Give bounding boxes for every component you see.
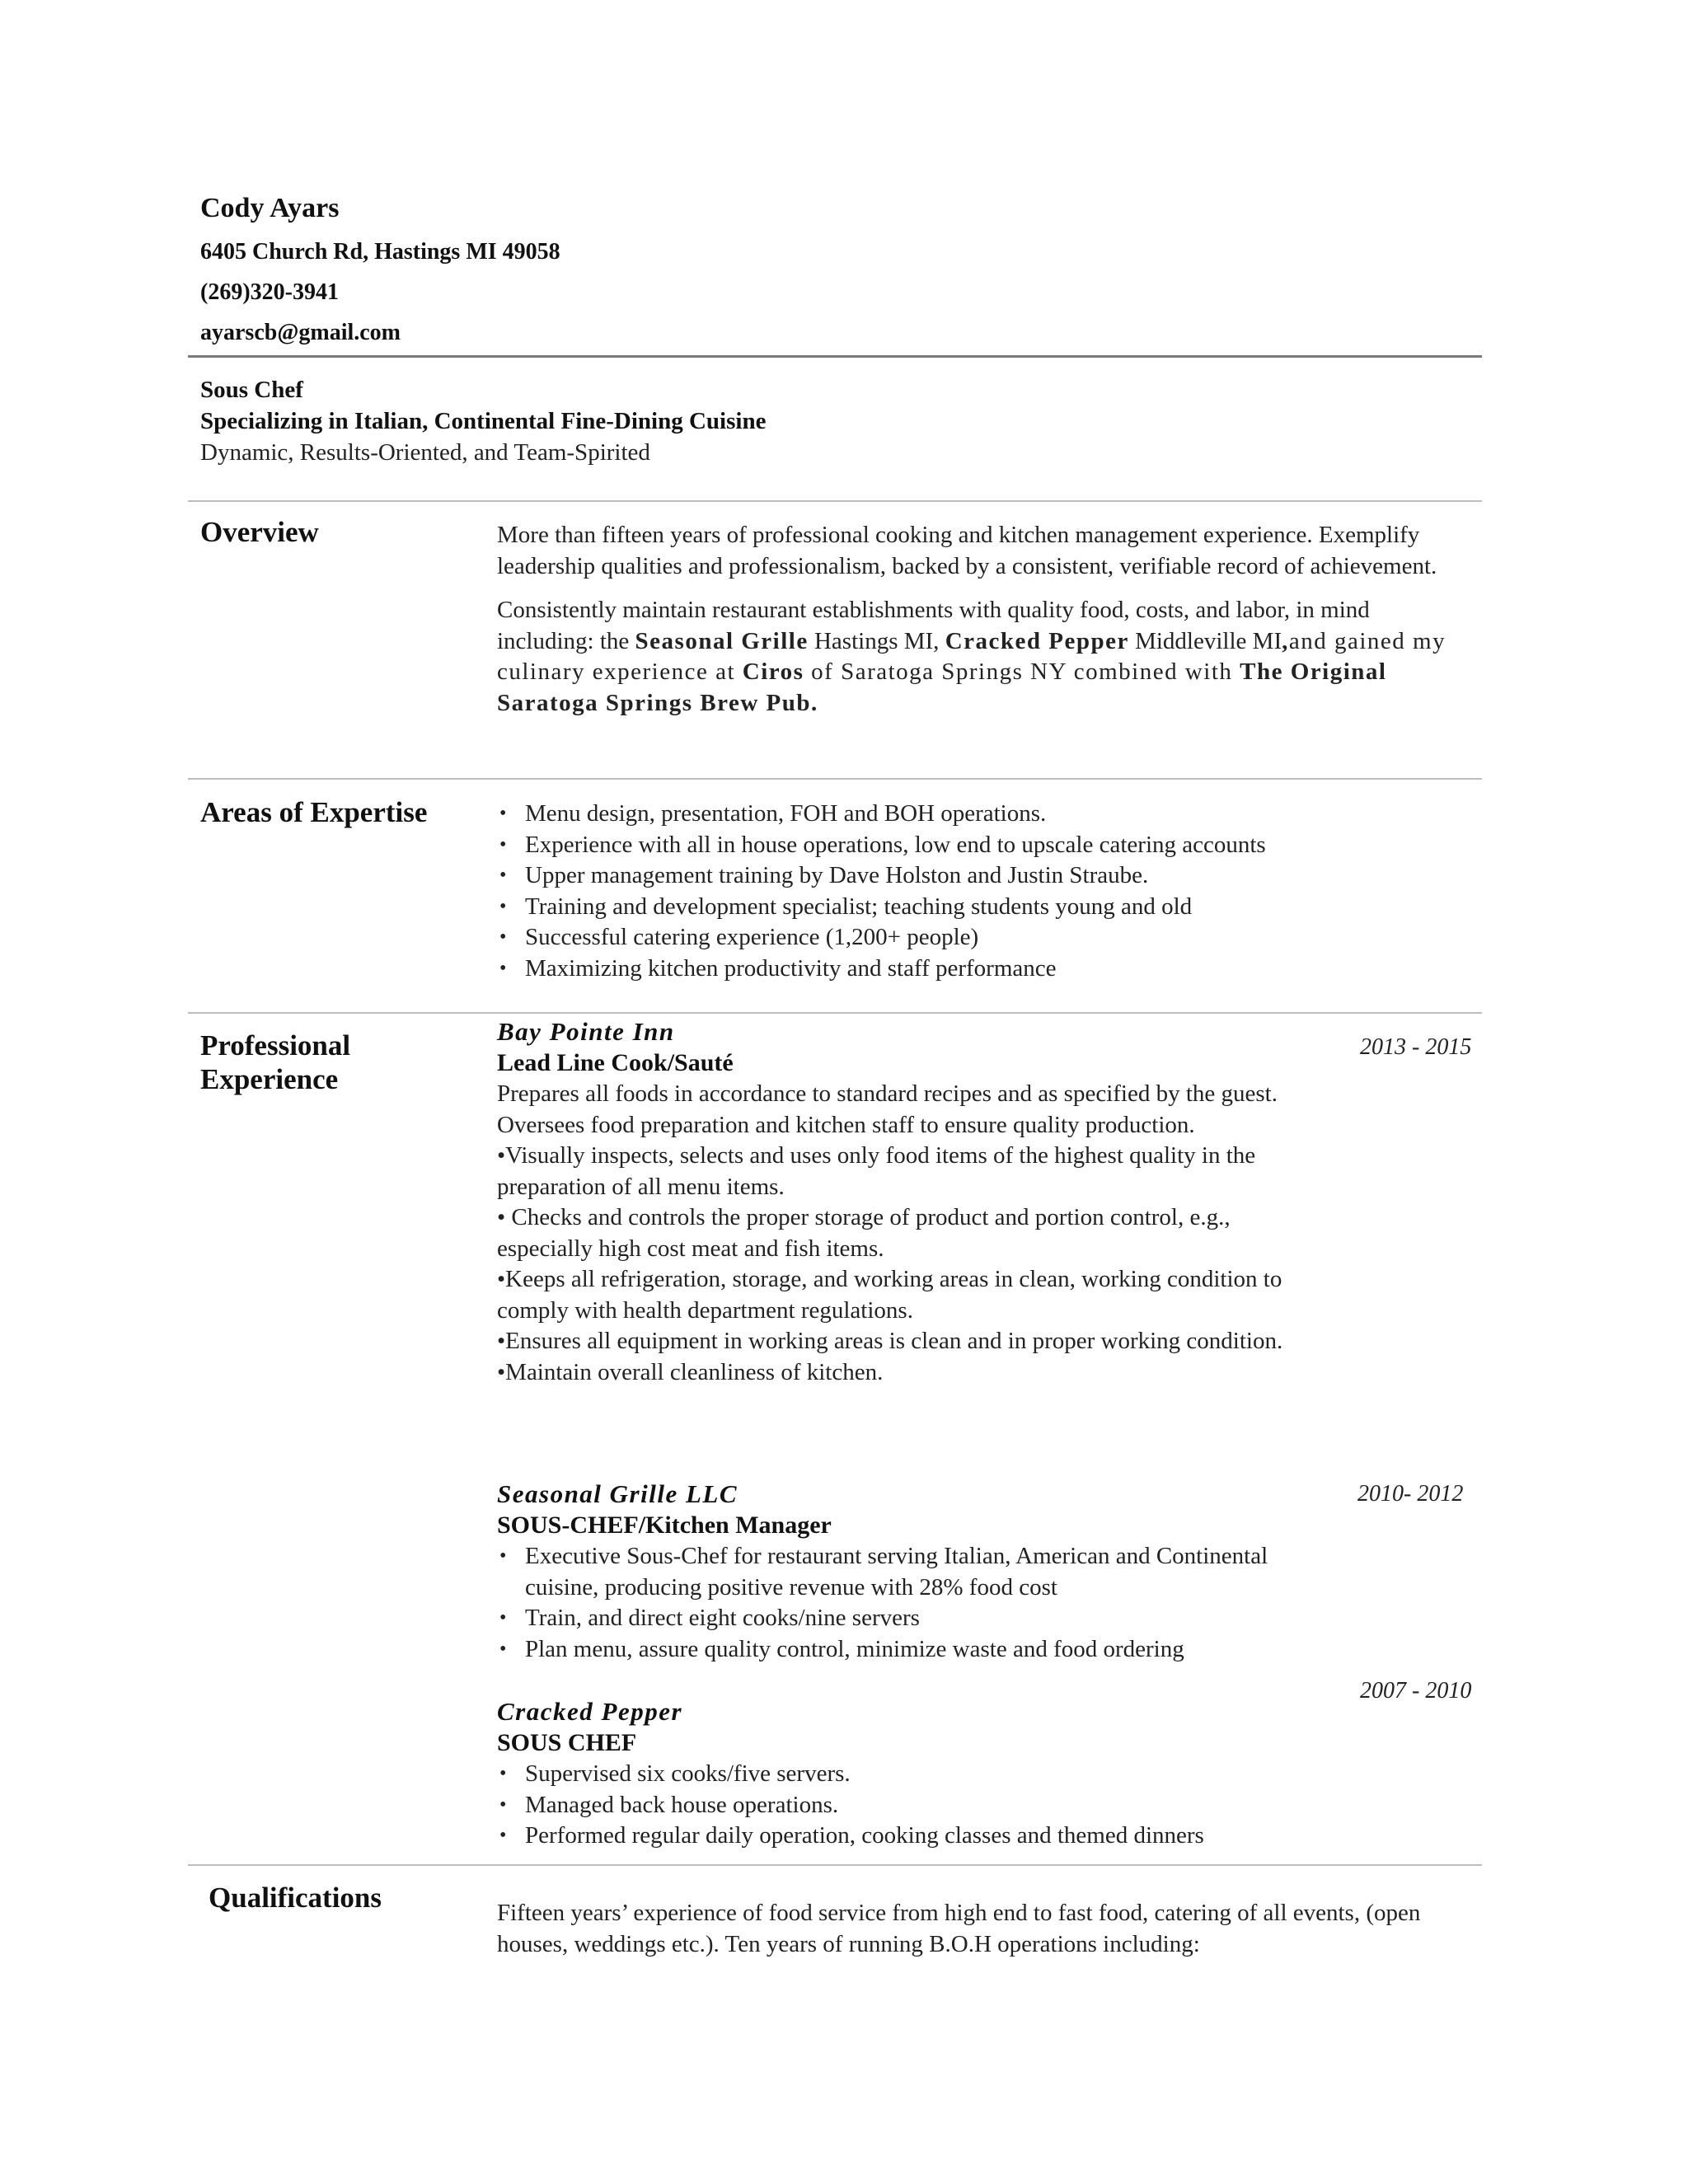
- list-item: • Successful catering experience (1,200+ people): [497, 922, 1470, 954]
- job-line: • Checks and controls the proper storage of product and portion control, e.g., especially high cost meat and fish items.: [497, 1204, 1231, 1262]
- list-item: • Experience with all in house operations, low end to upscale catering accounts: [497, 830, 1470, 861]
- overview-para-2: Consistently maintain restaurant establishments with quality food, costs, and labor, in mind including: the Seasonal Grille Hastings MI, Cracked Pepper Middleville MI,and gained my culinary experience at Ciros of Saratoga Springs NY combined with The Original Saratoga Springs Brew Pub.: [497, 597, 1447, 716]
- expertise-list: [497, 799, 1470, 984]
- brew-pub-ref: The Original Saratoga Springs Brew Pub.: [497, 658, 1387, 716]
- email: ayarscb@gmail.com: [200, 320, 401, 345]
- list-item: • Managed back house operations.: [497, 1790, 1404, 1821]
- list-item: • Plan menu, assure quality control, minimize waste and food ordering: [497, 1634, 1321, 1666]
- list-item: • Upper management training by Dave Holston and Justin Straube.: [497, 860, 1470, 892]
- candidate-name: Cody Ayars: [200, 193, 340, 223]
- job-line: •Ensures all equipment in working areas is clean and in proper working condition.: [497, 1328, 1283, 1354]
- job-bay-pointe: [497, 1016, 1313, 1388]
- qualifications-body: Fifteen years’ experience of food service from high end to fast food, catering of all events, (open houses, weddings etc.). Ten years of running B.O.H operations including:: [497, 1900, 1421, 1957]
- tagline: Dynamic, Results-Oriented, and Team-Spirited: [200, 439, 650, 466]
- job-line: •Maintain overall cleanliness of kitchen.: [497, 1358, 884, 1385]
- overview-heading: Overview: [200, 516, 319, 548]
- list-item: • Performed regular daily operation, cooking classes and themed dinners: [497, 1821, 1404, 1852]
- expertise-heading: Areas of Expertise: [200, 796, 428, 828]
- overview-para-1: More than fifteen years of professional cooking and kitchen management experience. Exemplify leadership qualities and professionalism, backed by a consistent, verifiable record of achievement.: [497, 522, 1437, 579]
- divider-overview: [188, 500, 1482, 502]
- company-name: Cracked Pepper: [497, 1697, 683, 1726]
- job-line: •Keeps all refrigeration, storage, and working areas in clean, working condition to comply with health department regulations.: [497, 1266, 1282, 1324]
- job-line: Prepares all foods in accordance to standard recipes and as specified by the guest. Oversees food preparation and kitchen staff to ensure quality production.: [497, 1080, 1278, 1138]
- job-seasonal-grille: [497, 1479, 1321, 1665]
- list-item: • Maximizing kitchen productivity and staff performance: [497, 954, 1470, 985]
- job-duties: [497, 1759, 1404, 1852]
- role-title: SOUS CHEF: [497, 1729, 637, 1756]
- list-item: • Supervised six cooks/five servers.: [497, 1759, 1404, 1790]
- header-divider: [188, 355, 1482, 358]
- job-dates: 2007 - 2010: [1360, 1678, 1472, 1704]
- list-item: • Menu design, presentation, FOH and BOH operations.: [497, 799, 1470, 830]
- job-line: •Visually inspects, selects and uses only food items of the highest quality in the preparation of all menu items.: [497, 1142, 1256, 1200]
- divider-experience: [188, 1012, 1482, 1014]
- qualifications-heading: Qualifications: [209, 1882, 382, 1914]
- overview-body: [497, 520, 1470, 719]
- job-cracked-pepper: [497, 1696, 1404, 1852]
- list-item: • Training and development specialist; teaching students young and old: [497, 892, 1470, 923]
- divider-expertise: [188, 778, 1482, 780]
- company-name: Bay Pointe Inn: [497, 1017, 675, 1046]
- list-item: • Train, and direct eight cooks/nine servers: [497, 1603, 1321, 1634]
- job-duties: [497, 1541, 1321, 1665]
- address: 6405 Church Rd, Hastings MI 49058: [200, 239, 560, 265]
- experience-heading: Professional Experience: [200, 1029, 351, 1095]
- cracked-pepper-ref: Cracked Pepper: [945, 627, 1129, 654]
- role-title: SOUS-CHEF/Kitchen Manager: [497, 1511, 832, 1539]
- company-name: Seasonal Grille LLC: [497, 1479, 738, 1508]
- job-dates: 2013 - 2015: [1360, 1034, 1472, 1060]
- phone: (269)320-3941: [200, 279, 339, 305]
- specialty: Specializing in Italian, Continental Fine-Dining Cuisine: [200, 408, 767, 434]
- list-item: • Executive Sous-Chef for restaurant serving Italian, American and Continental cuisine, producing positive revenue with 28% food cost: [497, 1541, 1321, 1603]
- role-title: Lead Line Cook/Sauté: [497, 1049, 734, 1076]
- ciros-ref: Ciros: [742, 658, 804, 685]
- job-dates: 2010- 2012: [1357, 1481, 1464, 1507]
- divider-qualifications: [188, 1864, 1482, 1866]
- job-title: Sous Chef: [200, 377, 303, 403]
- seasonal-grille-ref: Seasonal Grille: [635, 627, 809, 654]
